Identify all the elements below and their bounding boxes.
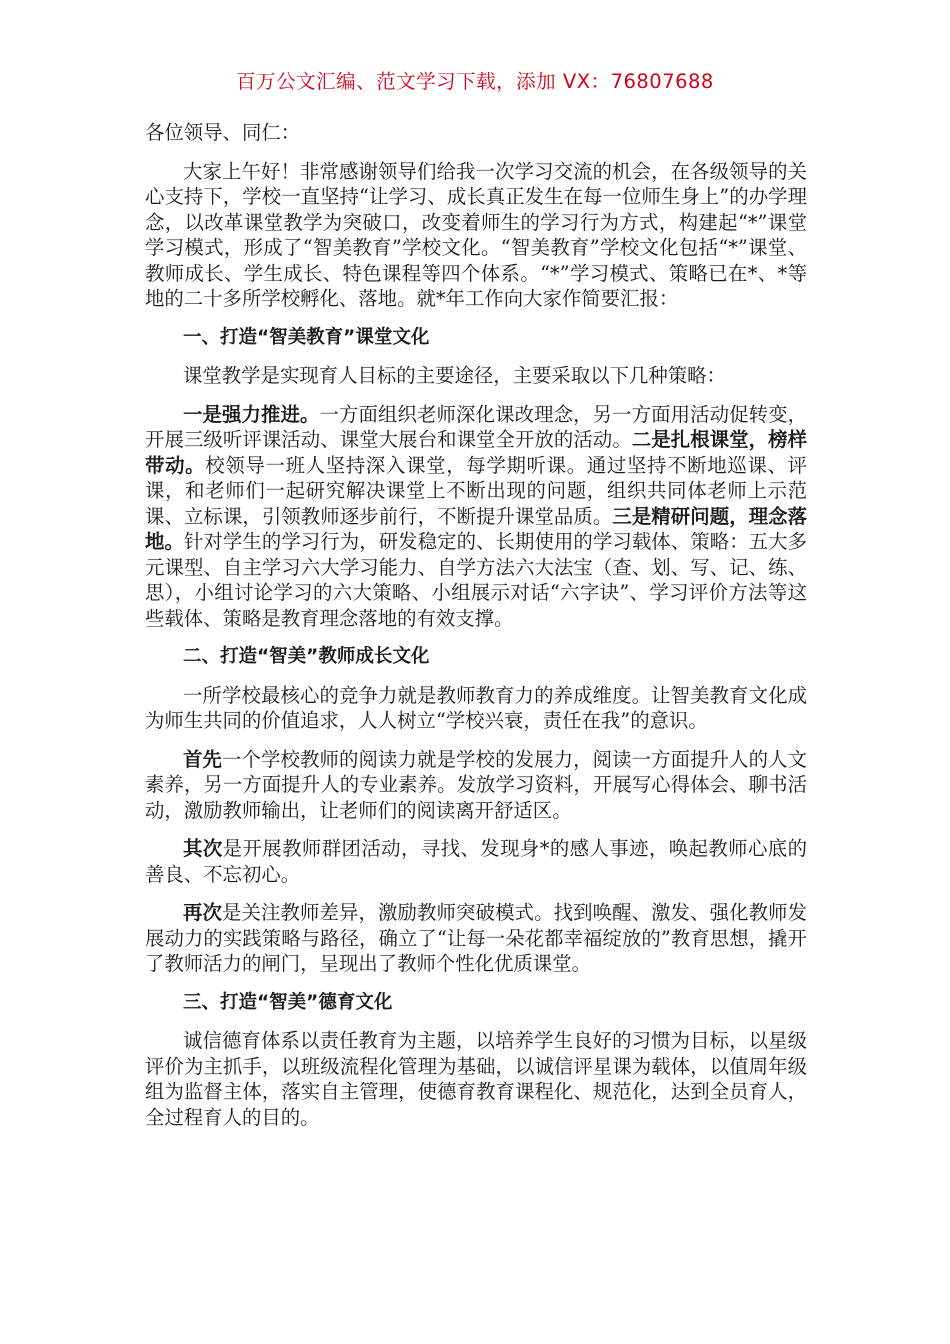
strategy1-text: 一方面组织老师深化课改理念，另一方面用活动促转变，开展三级听评课活动、课堂大展台和课堂全开放的活动。 — [145, 402, 808, 451]
second-label: 其次 — [183, 837, 223, 860]
strategy1-title: 一是强力推进。 — [183, 402, 320, 426]
section2-heading: 二、打造“智美”教师成长文化 — [183, 646, 430, 667]
section2-second — [145, 836, 807, 887]
strategy3-text: 针对学生的学习行为，研发稳定的、长期使用的学习载体、策略：五大多元课型、自主学习六大学习能力、自学方法六大法宝（查、划、写、记、练、思），小组讨论学习的六大策略、小组展示对话“六字诀”、学习评价方法等这些载体、策略是教育理念落地的有效支撑。 — [145, 530, 808, 630]
first-label: 首先 — [183, 747, 223, 771]
section3-lead: 诚信德育体系以责任教育为主题，以培养学生良好的习惯为目标，以星级评价为主抓手，以班级流程化管理为基础，以诚信评星课为载体，以值周年级组为监督主体，落实自主管理，使德育教育课程化、规范化，达到全员育人，全过程育人的目的。 — [145, 1029, 807, 1129]
third-text: 是关注教师差异，激励教师突破模式。找到唤醒、激发、强化教师发展动力的实践策略与路径，确立了“让每一朵花都幸福绽放的”教育思想，撬开了教师活力的闸门，呈现出了教师个性化优质课堂。 — [145, 901, 808, 975]
document-body — [145, 120, 807, 1143]
intro-paragraph: 大家上午好！非常感谢领导们给我一次学习交流的机会，在各级领导的关心支持下，学校一直坚持“让学习、成长真正发生在每一位师生身上”的办学理念，以改革课堂教学为突破口，改变着师生的学习行为方式，构建起“*”课堂学习模式，形成了“智美教育”学校文化。“智美教育”学校文化包括“*”课堂、教师成长、学生成长、特色课程等四个体系。“*”学习模式、策略已在*、*等地的二十多所学校孵化、落地。就*年工作向大家作简要汇报： — [145, 159, 807, 310]
section1-strategies — [145, 402, 807, 632]
section2-third — [145, 900, 807, 977]
strategy2-text: 校领导一班人坚持深入课堂，每学期听课。通过坚持不断地巡课、评课，和老师们一起研究解决课堂上不断出现的问题，组织共同体老师上示范课、立标课，引领教师逐步前行，不断提升课堂品质。 — [145, 453, 808, 528]
section2-first — [145, 747, 807, 824]
section3-heading: 三、打造“智美”德育文化 — [183, 991, 393, 1013]
section1-heading: 一、打造“智美教育”课堂文化 — [183, 326, 430, 348]
greeting: 各位领导、同仁： — [145, 121, 301, 144]
section1-lead: 课堂教学是实现育人目标的主要途径，主要采取以下几种策略： — [183, 364, 726, 387]
strategy3-title: 三是精研问题，理念落地。 — [145, 504, 808, 553]
second-text: 是开展教师群团活动，寻找、发现身*的感人事迹，唤起教师心底的善良、不忘初心。 — [145, 837, 807, 886]
strategy2-title: 二是扎根课堂，榜样带动。 — [145, 428, 808, 477]
third-label: 再次 — [183, 901, 223, 924]
first-text: 一个学校教师的阅读力就是学校的发展力，阅读一方面提升人的人文素养，另一方面提升人的专业素养。发放学习资料，开展写心得体会、聊书活动，激励教师输出，让老师们的阅读离开舒适区。 — [145, 747, 808, 822]
promo-banner: 百万公文汇编、范文学习下载，添加 VX：76807688 — [236, 70, 714, 93]
section2-lead: 一所学校最核心的竞争力就是教师教育力的养成维度。让智美教育文化成为师生共同的价值追求，人人树立“学校兴衰，责任在我”的意识。 — [145, 683, 807, 732]
